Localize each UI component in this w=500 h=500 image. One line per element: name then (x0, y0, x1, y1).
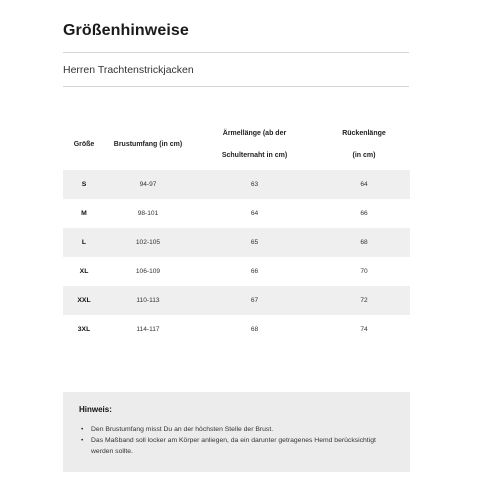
chest-cell: 94-97 (105, 170, 191, 199)
sleeve-cell: 63 (191, 170, 318, 199)
header-back (318, 120, 410, 170)
size-cell: S (63, 170, 105, 199)
hint-item (79, 435, 389, 457)
subtitle-divider (63, 86, 409, 87)
sleeve-cell: 65 (191, 228, 318, 257)
sleeve-cell: 66 (191, 257, 318, 286)
table-row (63, 228, 410, 257)
bullet-icon: • (81, 426, 84, 433)
size-cell: XXL (63, 286, 105, 315)
table-row (63, 170, 410, 199)
table-row (63, 315, 410, 344)
back-cell: 68 (318, 228, 410, 257)
title-divider (63, 52, 409, 53)
header-size (63, 120, 105, 170)
back-cell: 74 (318, 315, 410, 344)
table-row (63, 286, 410, 315)
product-subtitle: Herren Trachtenstrickjacken (63, 64, 194, 76)
table-header-row (63, 120, 410, 170)
chest-cell: 106-109 (105, 257, 191, 286)
back-cell: 64 (318, 170, 410, 199)
hint-title: Hinweis: (79, 405, 112, 414)
page-title: Größenhinweise (63, 22, 189, 39)
sleeve-cell: 68 (191, 315, 318, 344)
header-sleeve (191, 120, 318, 170)
header-sleeve-line-2: Schulternaht in cm) (221, 152, 288, 159)
hint-item-text: Das Maßband soll locker am Körper anliegen, da ein darunter getragenes Hemd berücksichtigt werden sollte. (91, 437, 376, 455)
hint-box (63, 392, 410, 472)
size-cell: M (63, 199, 105, 228)
header-size-line: Größe (73, 141, 95, 148)
table-row (63, 257, 410, 286)
sleeve-cell: 64 (191, 199, 318, 228)
chest-cell: 98-101 (105, 199, 191, 228)
chest-cell: 110-113 (105, 286, 191, 315)
bullet-icon: • (81, 437, 84, 444)
hint-list (79, 424, 389, 457)
back-cell: 66 (318, 199, 410, 228)
hint-item-text: Den Brustumfang misst Du an der höchsten Stelle der Brust. (91, 426, 274, 433)
back-cell: 70 (318, 257, 410, 286)
table-row (63, 199, 410, 228)
size-table (63, 120, 410, 344)
header-chest-line: Brustumfang (in cm) (113, 141, 183, 148)
header-back-line-2: (in cm) (352, 152, 376, 159)
size-cell: L (63, 228, 105, 257)
chest-cell: 114-117 (105, 315, 191, 344)
chest-cell: 102-105 (105, 228, 191, 257)
header-back-line-1: Rückenlänge (342, 130, 386, 137)
header-sleeve-line-1: Ärmellänge (ab der (222, 130, 287, 137)
size-cell: XL (63, 257, 105, 286)
size-cell: 3XL (63, 315, 105, 344)
header-chest (105, 120, 191, 170)
back-cell: 72 (318, 286, 410, 315)
sleeve-cell: 67 (191, 286, 318, 315)
hint-item (79, 424, 389, 435)
